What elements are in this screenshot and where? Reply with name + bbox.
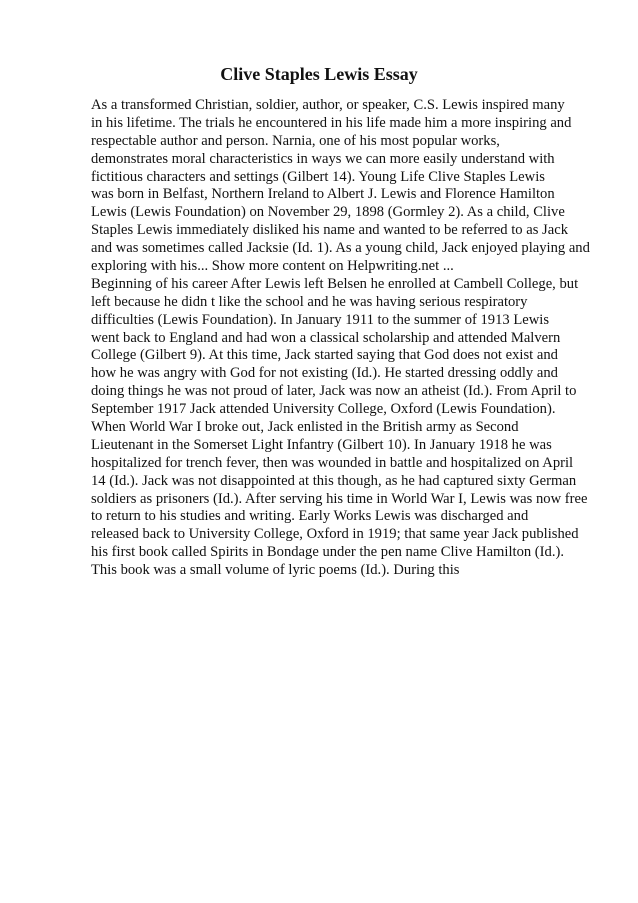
text-line: When World War I broke out, Jack enlisted in the British army as Second bbox=[91, 419, 519, 436]
text-line: fictitious characters and settings (Gilbert 14). Young Life Clive Staples Lewis bbox=[91, 168, 545, 185]
essay-body bbox=[91, 97, 611, 580]
text-line: Lieutenant in the Somerset Light Infantry (Gilbert 10). In January 1918 he was bbox=[91, 436, 552, 453]
document-title: Clive Staples Lewis Essay bbox=[220, 64, 418, 84]
text-line: hospitalized for trench fever, then was wounded in battle and hospitalized on April bbox=[91, 454, 574, 471]
text-line: in his lifetime. The trials he encountered in his life made him a more inspiring and bbox=[91, 114, 572, 131]
text-line: soldiers as prisoners (Id.). After serving his time in World War I, Lewis was now free bbox=[91, 490, 588, 507]
text-line: College (Gilbert 9). At this time, Jack started saying that God does not exist and bbox=[91, 347, 558, 364]
text-line: 14 (Id.). Jack was not disappointed at this though, as he had captured sixty German bbox=[91, 472, 577, 489]
text-line: demonstrates moral characteristics in ways we can more easily understand with bbox=[91, 150, 555, 167]
text-line: This book was a small volume of lyric poems (Id.). During this bbox=[91, 562, 460, 579]
text-line: Staples Lewis immediately disliked his name and wanted to be referred to as Jack bbox=[91, 222, 568, 239]
text-line: went back to England and had won a classical scholarship and attended Malvern bbox=[91, 329, 561, 346]
text-line: released back to University College, Oxford in 1919; that same year Jack published bbox=[91, 526, 579, 543]
text-line: difficulties (Lewis Foundation). In January 1911 to the summer of 1913 Lewis bbox=[91, 311, 549, 328]
text-line: September 1917 Jack attended University College, Oxford (Lewis Foundation). bbox=[91, 401, 556, 418]
text-line: Beginning of his career After Lewis left Belsen he enrolled at Cambell College, but bbox=[91, 275, 579, 292]
text-line: how he was angry with God for not existing (Id.). He started dressing oddly and bbox=[91, 365, 558, 382]
text-line: exploring with his... Show more content on Helpwriting.net ... bbox=[91, 258, 454, 275]
text-line: doing things he was not proud of later, Jack was now an atheist (Id.). From April to bbox=[91, 383, 577, 400]
text-line: left because he didn t like the school and he was having serious respiratory bbox=[91, 293, 528, 310]
text-line: Lewis (Lewis Foundation) on November 29, 1898 (Gormley 2). As a child, Clive bbox=[91, 204, 565, 221]
text-line: his first book called Spirits in Bondage under the pen name Clive Hamilton (Id.). bbox=[91, 544, 564, 561]
text-line: respectable author and person. Narnia, one of his most popular works, bbox=[91, 132, 500, 149]
text-line: was born in Belfast, Northern Ireland to Albert J. Lewis and Florence Hamilton bbox=[91, 186, 555, 203]
text-line: to return to his studies and writing. Early Works Lewis was discharged and bbox=[91, 508, 529, 525]
text-line: As a transformed Christian, soldier, author, or speaker, C.S. Lewis inspired many bbox=[91, 97, 565, 113]
text-line: and was sometimes called Jacksie (Id. 1). As a young child, Jack enjoyed playing and bbox=[91, 240, 590, 257]
